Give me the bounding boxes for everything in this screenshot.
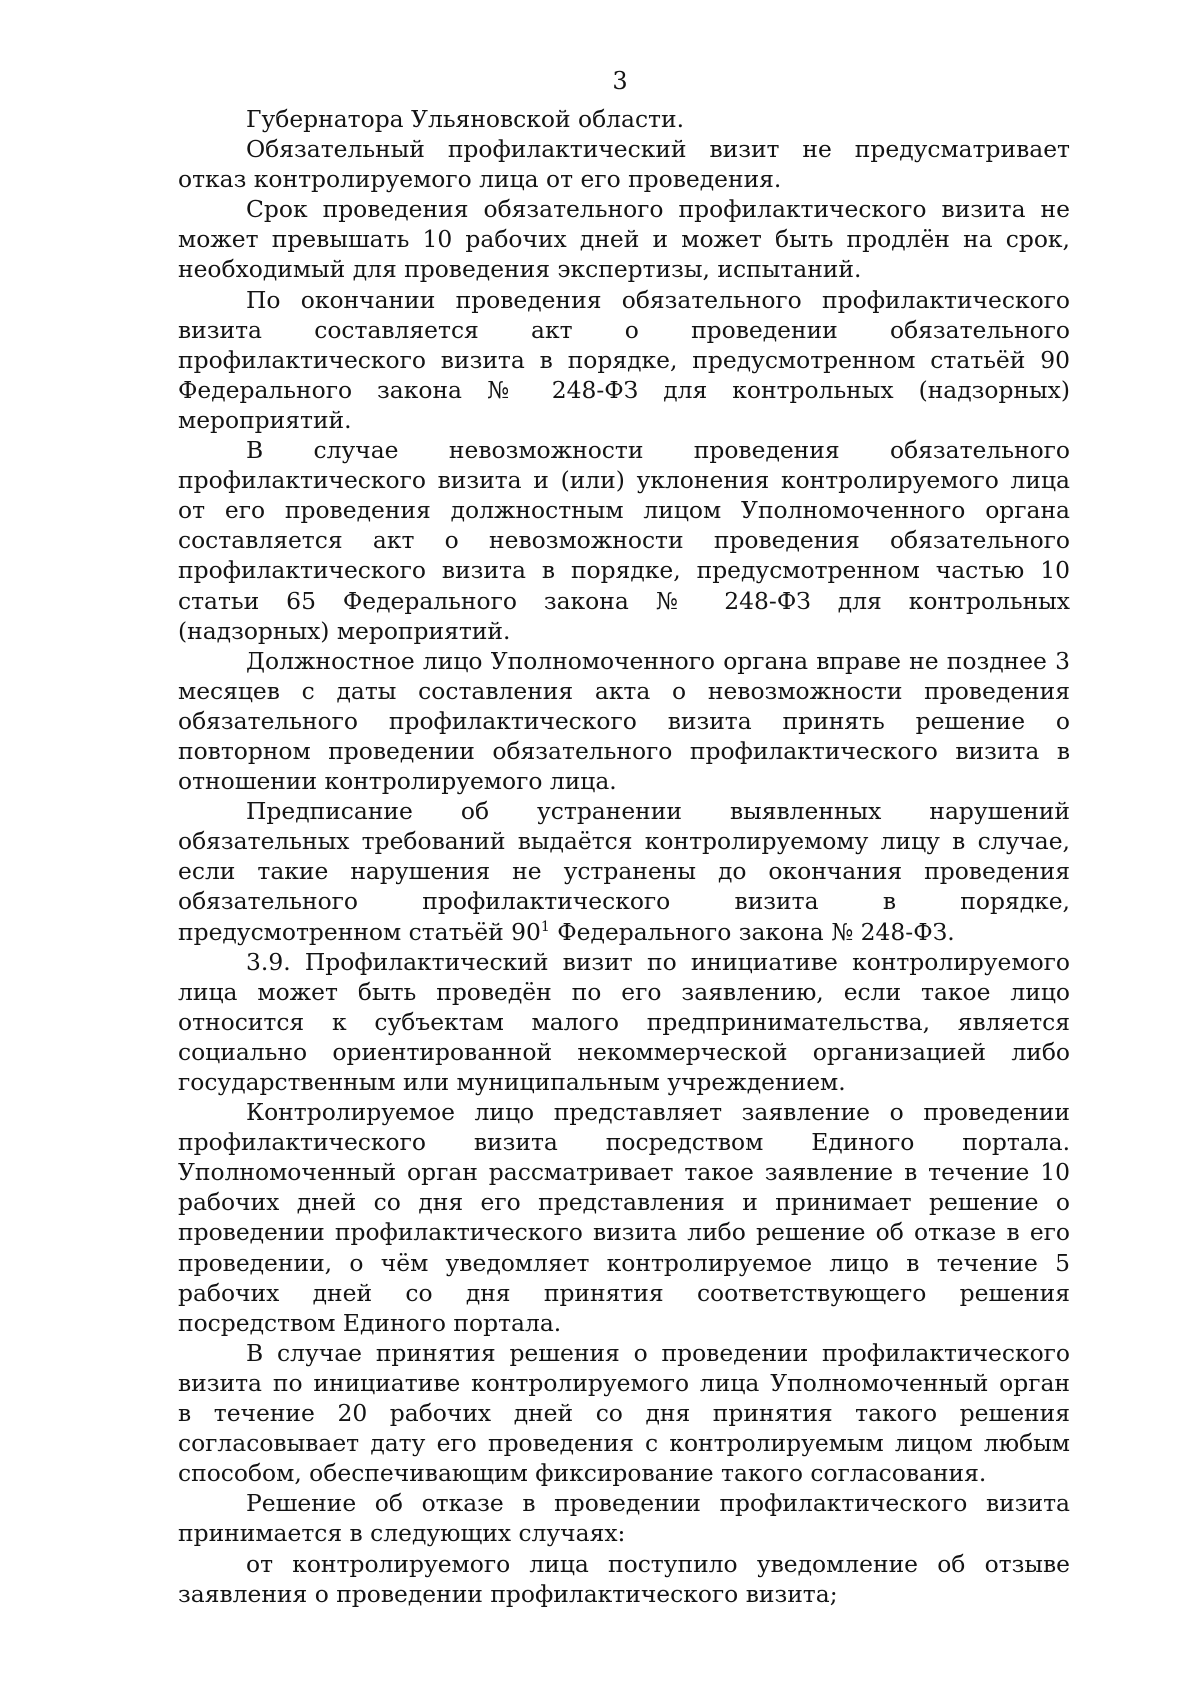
- page-number: 3: [612, 67, 628, 95]
- prescription-text-end: Федерального закона № 248-ФЗ.: [549, 917, 955, 946]
- paragraph-withdrawal: от контролируемого лица поступило уведомление об отзыве заявления о проведении профилактического визита;: [178, 1549, 1070, 1608]
- article-superscript: 1: [540, 918, 550, 935]
- paragraph-no-refusal: Обязательный профилактический визит не предусматривает отказ контролируемого лица от его проведения.: [178, 135, 1070, 194]
- paragraph-continuation: Губернатора Ульяновской области.: [246, 105, 685, 133]
- paragraph-section-3-9: 3.9. Профилактический визит по инициативе контролируемого лица может быть проведён по его заявлению, если такое лицо относится к субъектам малого предпринимательства, является социально ориентированной некоммерческой организацией либо государственным или муниципальным учреждением.: [178, 947, 1070, 1096]
- prescription-text: Предписание об устранении выявленных нарушений обязательных требований выдаётся контролируемому лицу в случае, если такие нарушения не устранены до окончания проведения обязательного профилактического визита в порядке, предусмотренном статьёй 90: [178, 797, 1070, 946]
- paragraph-date-agreement: В случае принятия решения о проведении профилактического визита по инициативе контролируемого лица Уполномоченный орган в течение 20 рабочих дней со дня принятия такого решения согласовывает дату его проведения с контролируемым лицом любым способом, обеспечивающим фиксирование такого согласования.: [178, 1338, 1070, 1488]
- paragraph-application: Контролируемое лицо представляет заявление о проведении профилактического визита посредством Единого портала. Уполномоченный орган рассматривает такое заявление в течение 10 рабочих дней со дня его представления и принимает решение о проведении профилактического визита либо решение об отказе в его проведении, о чём уведомляет контролируемое лицо в течение 5 рабочих дней со дня принятия соответствующего решения посредством Единого портала.: [178, 1098, 1070, 1337]
- document-body: [178, 104, 1070, 1609]
- paragraph-refusal-cases: Решение об отказе в проведении профилактического визита принимается в следующих случаях:: [178, 1489, 1070, 1548]
- paragraph-prescription: [178, 796, 1070, 946]
- paragraph-impossibility-act: В случае невозможности проведения обязательного профилактического визита и (или) уклонения контролируемого лица от его проведения должностным лицом Уполномоченного органа составляется акт о невозможности проведения обязательного профилактического визита в порядке, предусмотренном частью 10 статьи 65 Федерального закона № 248-ФЗ для контрольных (надзорных) мероприятий.: [178, 436, 1070, 645]
- paragraph-repeat-visit: Должностное лицо Уполномоченного органа вправе не позднее 3 месяцев с даты составления акта о невозможности проведения обязательного профилактического визита принять решение о повторном проведении обязательного профилактического визита в отношении контролируемого лица.: [178, 646, 1070, 796]
- paragraph-visit-act: По окончании проведения обязательного профилактического визита составляется акт о проведении обязательного профилактического визита в порядке, предусмотренном статьёй 90 Федерального закона № 248-ФЗ для контрольных (надзорных) мероприятий.: [178, 285, 1070, 434]
- paragraph-visit-duration: Срок проведения обязательного профилактического визита не может превышать 10 рабочих дней и может быть продлён на срок, необходимый для проведения экспертизы, испытаний.: [178, 195, 1070, 284]
